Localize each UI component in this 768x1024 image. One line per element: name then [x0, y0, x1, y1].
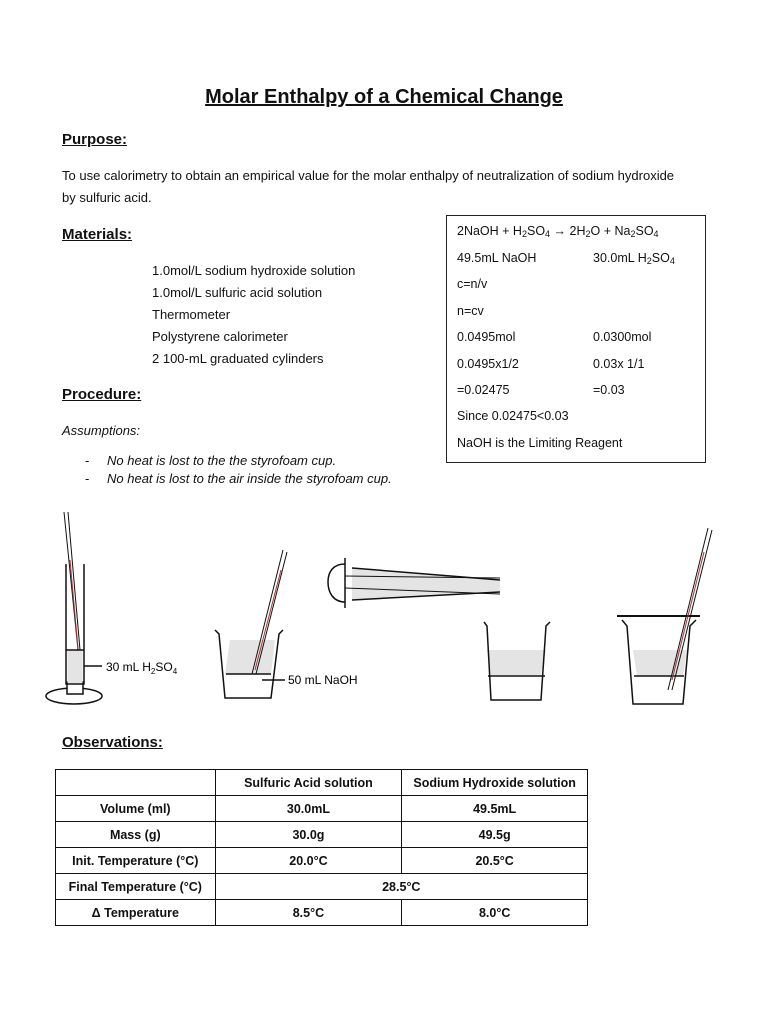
acid-value: 8.5°C — [215, 900, 402, 926]
base-value: 49.5mL — [402, 796, 588, 822]
ratio-naoh: 0.0495x1/2 — [457, 357, 519, 371]
purpose-text-line2: by sulfuric acid. — [62, 190, 152, 205]
assumptions-label: Assumptions: — [62, 423, 141, 438]
conclusion: NaOH is the Limiting Reagent — [457, 436, 623, 450]
volumes-row — [457, 251, 675, 266]
table-header-cell: Sodium Hydroxide solution — [402, 770, 588, 796]
procedure-heading: Procedure: — [62, 386, 142, 403]
page-title: Molar Enthalpy of a Chemical Change — [205, 86, 563, 108]
table-header-row — [56, 770, 588, 796]
balanced-equation: 2NaOH + $H_2SO_4 \to 2H_2O + Na_2SO_4$ — [457, 224, 659, 239]
result-acid: =0.03 — [593, 383, 625, 397]
row-label: Final Temperature (°C) — [56, 874, 216, 900]
beaker-naoh-illustration — [215, 550, 287, 698]
acid-value: 20.0°C — [215, 848, 402, 874]
ratio-acid: 0.03x 1/1 — [593, 357, 645, 371]
observations-table — [55, 769, 588, 926]
moles-row — [457, 330, 652, 344]
ratio-row — [457, 357, 645, 371]
acid-value: 30.0g — [215, 822, 402, 848]
moles-acid: 0.0300mol — [593, 330, 652, 344]
row-label: Init. Temperature (°C) — [56, 848, 216, 874]
assumption-item: - No heat is lost to the air inside the styrofoam cup. — [85, 471, 392, 486]
material-item: 1.0mol/L sulfuric acid solution — [152, 285, 323, 300]
acid-volume: 30.0mL $H_2SO_4$ — [593, 251, 675, 266]
pipette-illustration — [328, 558, 500, 608]
comparison: Since 0.02475<0.03 — [457, 409, 569, 423]
beaker-illustration — [484, 622, 550, 700]
base-value: 49.5g — [402, 822, 588, 848]
formula-n: n=cv — [457, 304, 484, 318]
material-item: 1.0mol/L sodium hydroxide solution — [152, 263, 356, 278]
row-label: Mass (g) — [56, 822, 216, 848]
formula-c: c=n/v — [457, 277, 488, 291]
purpose-text-line1: To use calorimetry to obtain an empirical value for the molar enthalpy of neutralization of sodium hydroxide — [62, 168, 675, 183]
table-row — [56, 900, 588, 926]
materials-heading: Materials: — [62, 226, 133, 243]
procedure-diagram — [0, 500, 768, 720]
table-row — [56, 796, 588, 822]
table-header-cell: Sulfuric Acid solution — [215, 770, 402, 796]
table-row — [56, 822, 588, 848]
purpose-heading: Purpose: — [62, 131, 128, 148]
result-row — [457, 383, 625, 397]
result-naoh: =0.02475 — [457, 383, 510, 397]
acid-volume-label: 30 mL $H_2SO_4$ — [106, 660, 178, 676]
naoh-volume: 49.5mL NaOH — [457, 251, 537, 265]
materials-list — [152, 260, 355, 370]
table-row — [56, 848, 588, 874]
final-temperature-value: 28.5°C — [215, 874, 587, 900]
material-item: 2 100-mL graduated cylinders — [152, 351, 324, 366]
naoh-volume-label: 50 mL NaOH — [288, 673, 358, 687]
assumption-item: - No heat is lost to the the styrofoam cup. — [85, 453, 337, 468]
row-label: Volume (ml) — [56, 796, 216, 822]
row-label: Δ Temperature — [56, 900, 216, 926]
material-item: Thermometer — [152, 307, 231, 322]
moles-naoh: 0.0495mol — [457, 330, 516, 344]
base-value: 8.0°C — [402, 900, 588, 926]
graduated-cylinder-illustration — [46, 512, 102, 704]
table-row — [56, 874, 588, 900]
base-value: 20.5°C — [402, 848, 588, 874]
observations-heading: Observations: — [62, 734, 163, 751]
assumptions-list — [85, 452, 392, 488]
limiting-reagent-box — [446, 215, 706, 463]
calorimeter-illustration — [617, 528, 712, 704]
table-header-cell — [56, 770, 216, 796]
acid-value: 30.0mL — [215, 796, 402, 822]
material-item: Polystyrene calorimeter — [152, 329, 288, 344]
